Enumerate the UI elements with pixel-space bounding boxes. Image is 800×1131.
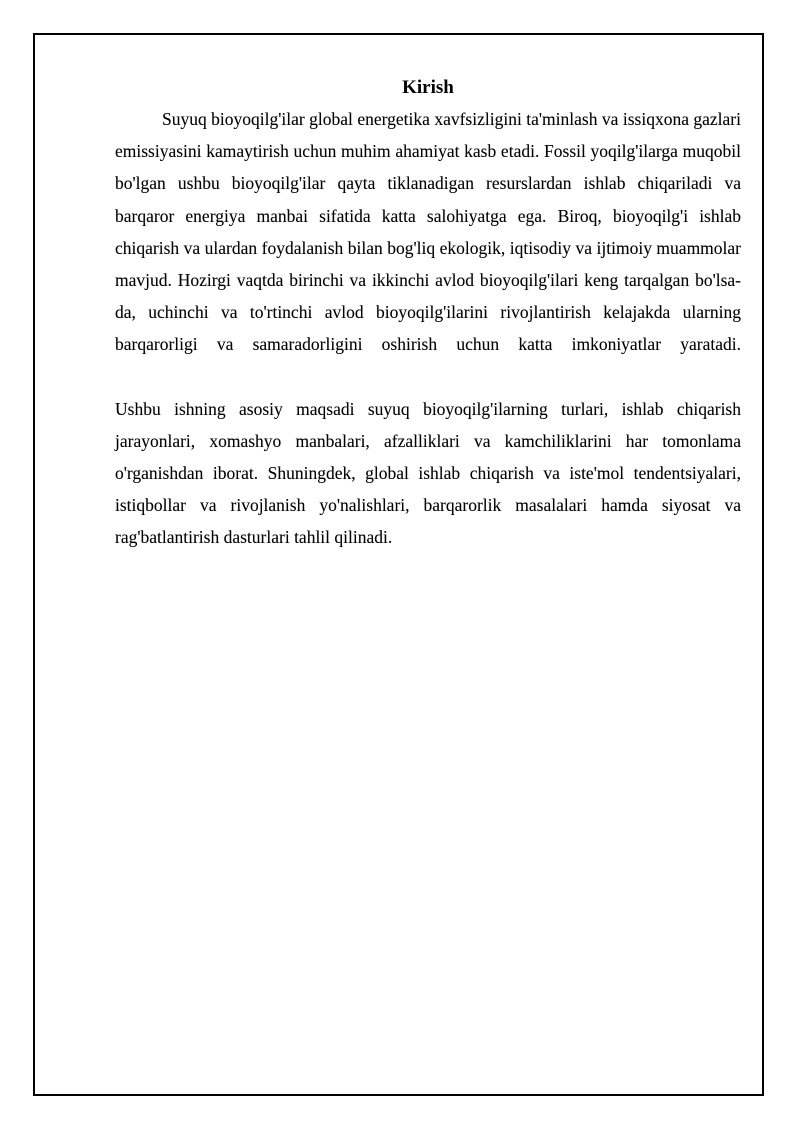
intro-paragraph-1: Suyuq bioyoqilg'ilar global energetika xavfsizligini ta'minlash va issiqxona gazlari emissiyasini kamaytirish uchun muhim ahamiyat kasb etadi. Fossil yoqilg'ilarga muqobil bo'lgan ushbu bioyoqilg'ilar qayta tiklanadigan resurslardan ishlab chiqariladi va barqaror energiya manbai sifatida katta salohiyatga ega. Biroq, bioyoqilg'i ishlab chiqarish va ulardan foydalanish bilan bog'liq ekologik, iqtisodiy va ijtimoiy muammolar mavjud. Hozirgi vaqtda birinchi va ikkinchi avlod bioyoqilg'ilari keng tarqalgan bo'lsa-da, uchinchi va to'rtinchi avlod bioyoqilg'ilarini rivojlantirish kelajakda ularning barqarorligi va samaradorligini oshirish uchun katta imkoniyatlar yaratadi. (115, 109, 741, 355)
document-body (115, 75, 741, 554)
document-title: Kirish (402, 77, 454, 98)
paragraph-spacer (115, 361, 741, 393)
intro-paragraph-2: Ushbu ishning asosiy maqsadi suyuq bioyoqilg'ilarning turlari, ishlab chiqarish jarayonlari, xomashyo manbalari, afzalliklari va kamchiliklarini har tomonlama o'rganishdan iborat. Shuningdek, global ishlab chiqarish va iste'mol tendentsiyalari, istiqbollar va rivojlanish yo'nalishlari, barqarorlik masalalari hamda siyosat va rag'batlantirish dasturlari tahlil qilinadi. (115, 398, 741, 548)
